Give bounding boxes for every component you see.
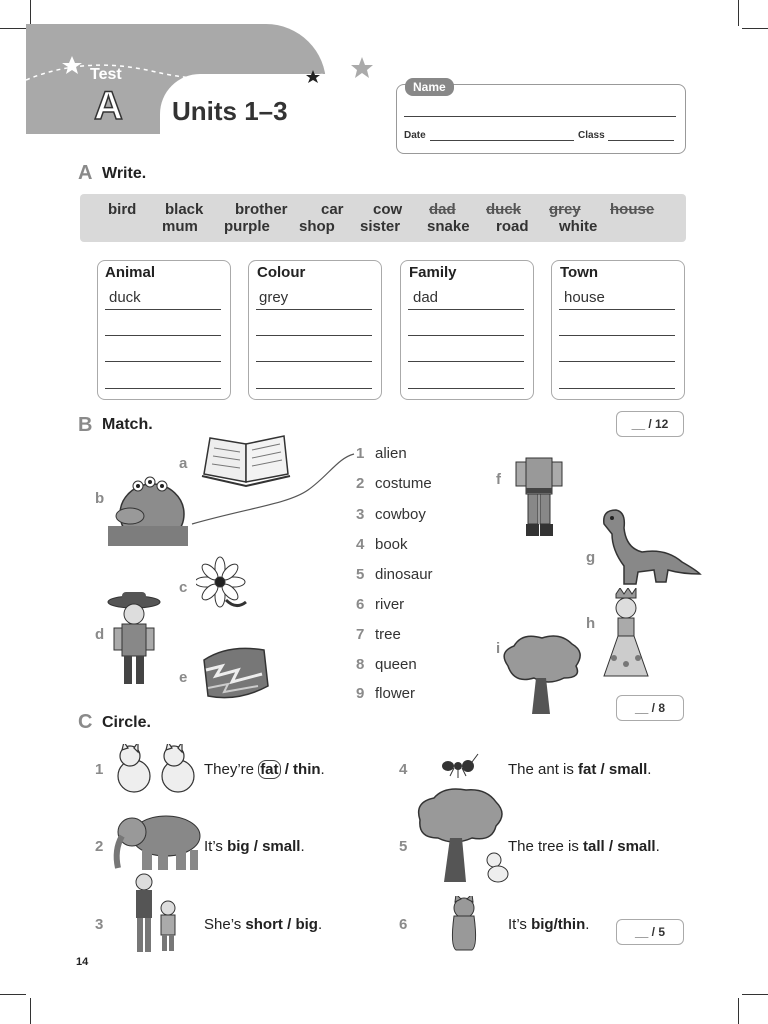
section-b-title: Match. [102,416,153,433]
crop-mark [742,994,768,995]
sentence-stem: They’re [204,761,259,778]
question-number: 3 [95,916,104,933]
list-number: 5 [356,566,365,583]
answer-line[interactable] [559,388,675,389]
answer-line[interactable] [408,388,524,389]
category-title: Family [409,264,457,281]
picture-letter: g [586,549,596,566]
picture-letter: c [179,579,188,596]
ant-icon [440,752,480,778]
option[interactable]: big [531,916,554,933]
section-c-title: Circle. [102,714,151,731]
sentence [204,838,305,855]
option-separator: / [282,916,296,933]
picture-letter: a [179,455,188,472]
word-bank-word: white [559,218,598,235]
option[interactable]: thin [557,916,586,933]
word-bank-word-crossed: grey [549,201,581,218]
option-separator: / [604,838,618,855]
sentence-stem: She’s [204,916,246,933]
page-number: 14 [76,956,89,968]
option-circled[interactable]: fat [260,761,279,778]
list-word: river [375,596,405,613]
sentence [204,761,325,778]
list-word: cowboy [375,506,426,523]
word-bank-word: sister [360,218,401,235]
picture-letter: d [95,626,105,643]
sentence [508,761,651,778]
sentence-end: . [320,761,325,778]
score-box: __ / 12 [616,411,684,437]
option[interactable]: big [295,916,318,933]
page-title: Units 1–3 [172,96,288,126]
list-word: dinosaur [375,566,433,583]
test-letter: A [94,84,123,128]
score-box: __ / 5 [616,919,684,945]
word-bank-word: mum [162,218,198,235]
option[interactable]: small [262,838,301,855]
answer-line[interactable] [408,335,524,336]
category-example: duck [109,289,141,306]
option[interactable]: big [227,838,250,855]
answer-line[interactable] [256,335,372,336]
word-bank-word: road [496,218,529,235]
test-label: Test [90,66,122,83]
word-bank-word: car [321,201,344,218]
option-separator: / [280,761,294,778]
score-box: __ / 8 [616,695,684,721]
cats-illustration [110,744,204,796]
option[interactable]: small [617,838,656,855]
queen-illustration [598,588,654,680]
elephant-illustration [110,810,204,872]
answer-line[interactable] [105,388,221,389]
sentence-stem: It’s [508,916,532,933]
word-bank-word: brother [235,201,288,218]
list-number: 2 [356,475,365,492]
list-number: 7 [356,626,365,643]
alien-illustration [108,470,188,546]
sentence-end: . [585,916,590,933]
category-example: dad [413,289,439,306]
answer-line[interactable] [105,361,221,362]
word-bank-word: black [165,201,204,218]
answer-line[interactable] [105,335,221,336]
category-example: grey [259,289,289,306]
date-field[interactable] [430,140,574,141]
sentence-stem: The tree is [508,838,584,855]
dinosaur-illustration [596,504,704,588]
class-field[interactable] [608,140,674,141]
list-word: book [375,536,408,553]
option[interactable]: short [245,916,283,933]
category-example: house [564,289,605,306]
section-b-letter: B [78,414,93,436]
category-box-colour [248,260,382,400]
category-box-town [551,260,685,400]
option[interactable]: fat [578,761,597,778]
word-bank-word: purple [224,218,270,235]
question-number: 5 [399,838,408,855]
option[interactable]: tall [583,838,605,855]
cowboy-illustration [106,590,162,686]
word-bank-word: cow [373,201,403,218]
category-title: Colour [257,264,306,281]
crop-mark [30,998,31,1024]
word-bank-word-crossed: dad [429,201,456,218]
sentence-stem: It’s [204,838,228,855]
crop-mark [738,0,739,26]
list-word: queen [375,656,417,673]
answer-line[interactable] [256,388,372,389]
dashed-path-decoration [26,50,386,90]
sentence-end: . [647,761,652,778]
list-word: flower [375,685,416,702]
sentence-end: . [655,838,660,855]
crop-mark [742,28,768,29]
tree-and-cat-illustration [414,786,516,886]
question-number: 1 [95,761,104,778]
river-illustration [198,640,272,706]
list-number: 9 [356,685,365,702]
crop-mark [30,0,31,26]
question-number: 2 [95,838,104,855]
word-bank-word: snake [427,218,470,235]
option[interactable]: small [608,761,648,778]
example-match-line [188,450,358,530]
crop-mark [0,994,26,995]
list-number: 6 [356,596,365,613]
star-icon [62,56,82,74]
list-word: tree [375,626,401,643]
category-title: Animal [105,264,156,281]
answer-line[interactable] [559,335,675,336]
category-title: Town [560,264,599,281]
picture-letter: b [95,490,105,507]
category-box-family [400,260,534,400]
word-bank-word-crossed: house [610,201,655,218]
cat-illustration [444,896,484,952]
name-field[interactable] [404,116,676,117]
costume-illustration [512,452,566,540]
section-a-letter: A [78,162,93,184]
people-illustration [130,872,184,956]
crop-mark [738,998,739,1024]
flower-illustration [196,556,252,614]
name-label: Name [405,78,454,96]
star-icon [351,57,373,78]
question-number: 4 [399,761,408,778]
sentence [508,916,589,933]
option-separator: / [249,838,263,855]
option-separator: / [553,916,558,933]
list-number: 3 [356,506,365,523]
list-word: costume [375,475,432,492]
category-box-animal [97,260,231,400]
sentence-stem: The ant is [508,761,579,778]
word-bank-word: shop [299,218,335,235]
list-number: 8 [356,656,365,673]
sentence-end: . [317,916,323,933]
option-separator: / [596,761,609,778]
answer-line[interactable] [559,361,675,362]
list-word: alien [375,445,407,462]
star-icon [306,70,320,83]
list-number: 4 [356,536,365,553]
picture-letter: e [179,669,188,686]
answer-line[interactable] [408,361,524,362]
answer-line[interactable] [256,309,372,310]
option[interactable]: thin [293,761,321,778]
sentence-end: . [300,838,305,855]
list-number: 1 [356,445,365,462]
picture-letter: f [496,471,501,488]
section-c-letter: C [78,711,93,733]
picture-letter: h [586,615,596,632]
tree-illustration [498,632,584,716]
class-label: Class [578,130,605,141]
answer-line[interactable] [408,309,524,310]
date-label: Date [404,130,426,141]
answer-line[interactable] [559,309,675,310]
answer-line[interactable] [256,361,372,362]
answer-line[interactable] [105,309,221,310]
sentence [508,838,660,855]
question-number: 6 [399,916,408,933]
section-a-title: Write. [102,165,147,182]
sentence [204,916,322,933]
word-bank-word: bird [108,201,137,218]
crop-mark [0,28,26,29]
word-bank-word-crossed: duck [486,201,522,218]
picture-letter: i [496,640,501,657]
